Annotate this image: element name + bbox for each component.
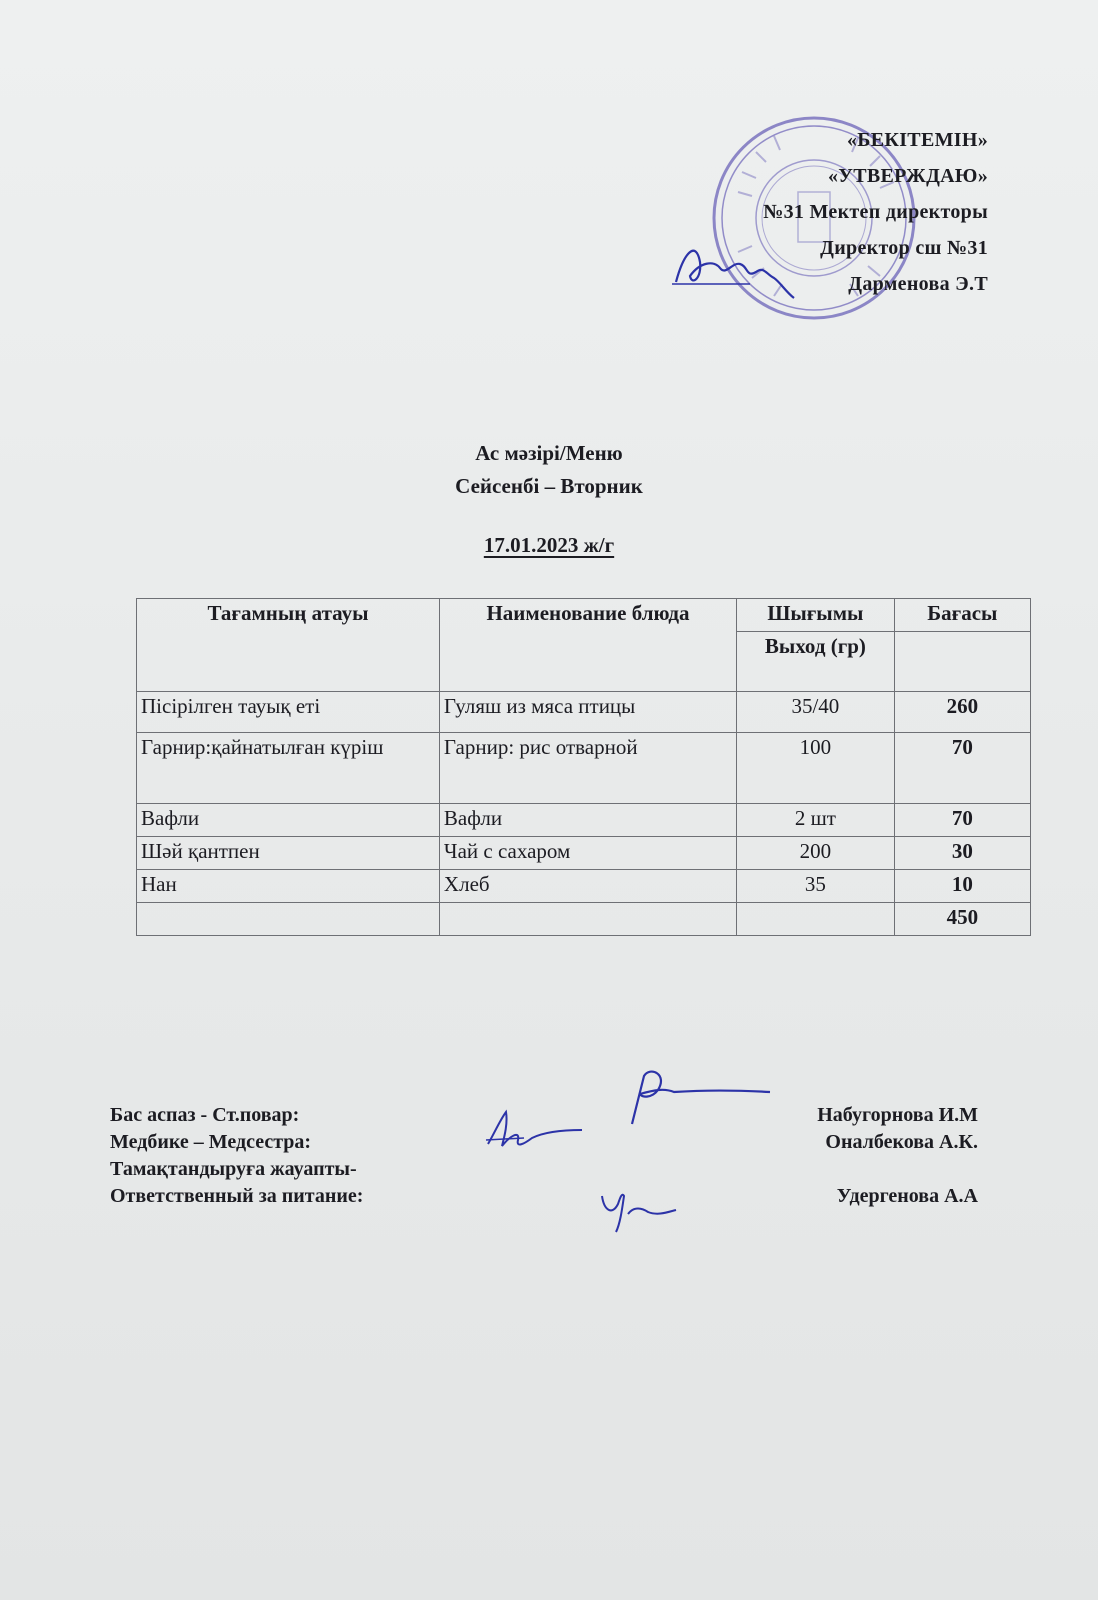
responsible-role-rus: Ответственный за питание: [110,1185,364,1207]
header-price-empty [894,632,1030,692]
total-row [137,903,1031,936]
header-price: Бағасы [894,599,1030,632]
menu-date: 17.01.2023 ж/г [483,533,615,557]
dish-yield: 200 [737,837,895,870]
approval-position-rus: Директор сш №31 [820,237,988,259]
dish-rus: Хлеб [439,870,736,903]
dish-kaz: Нан [137,870,440,903]
signature-names [817,1102,978,1210]
dish-price: 10 [894,870,1030,903]
chef-signature [624,1068,774,1128]
dish-rus: Чай с сахаром [439,837,736,870]
table-row [137,837,1031,870]
table-row [137,804,1031,837]
responsible-name: Удергенова А.А [836,1185,978,1207]
chef-role: Бас аспаз - Ст.повар: [110,1104,300,1126]
header-rus-name: Наименование блюда [439,599,736,692]
dish-kaz: Пісірілген тауық еті [137,692,440,733]
dish-rus: Вафли [439,804,736,837]
dish-price: 260 [894,692,1030,733]
nurse-name: Оналбекова А.К. [825,1131,978,1153]
dish-kaz: Вафли [137,804,440,837]
names-spacer [817,1156,978,1183]
dish-kaz: Гарнир:қайнатылған күріш [137,733,440,804]
approval-line-rus: «УТВЕРЖДАЮ» [827,165,988,187]
dish-price: 70 [894,733,1030,804]
dish-price: 70 [894,804,1030,837]
table-row [137,733,1031,804]
signature-roles [110,1102,363,1210]
approval-line-kaz: «БЕКІТЕМІН» [846,129,988,151]
menu-day: Сейсенбі – Вторник [455,474,643,498]
dish-yield: 2 шт [737,804,895,837]
responsible-signature [598,1186,678,1236]
table-header-row [137,599,1031,632]
menu-table [136,598,1031,936]
dish-kaz: Шәй қантпен [137,837,440,870]
header-yield-kaz: Шығымы [737,599,895,632]
dish-yield: 100 [737,733,895,804]
nurse-signature [484,1104,584,1154]
menu-title: Ас мәзірі/Меню [475,441,623,465]
total-price: 450 [894,903,1030,936]
dish-yield: 35 [737,870,895,903]
approval-block [763,122,988,302]
chef-name: Набугорнова И.М [817,1104,978,1126]
approval-position-kaz: №31 Мектеп директоры [763,201,988,223]
dish-rus: Гуляш из мяса птицы [439,692,736,733]
table-row [137,870,1031,903]
approval-director-name: Дарменова Э.Т [848,273,988,295]
dish-price: 30 [894,837,1030,870]
dish-rus: Гарнир: рис отварной [439,733,736,804]
dish-yield: 35/40 [737,692,895,733]
responsible-role-kaz: Тамақтандыруға жауапты- [110,1158,357,1180]
header-yield-rus: Выход (гр) [737,632,895,692]
header-kaz-name: Тағамның атауы [137,599,440,692]
table-row [137,692,1031,733]
nurse-role: Медбике – Медсестра: [110,1131,312,1153]
